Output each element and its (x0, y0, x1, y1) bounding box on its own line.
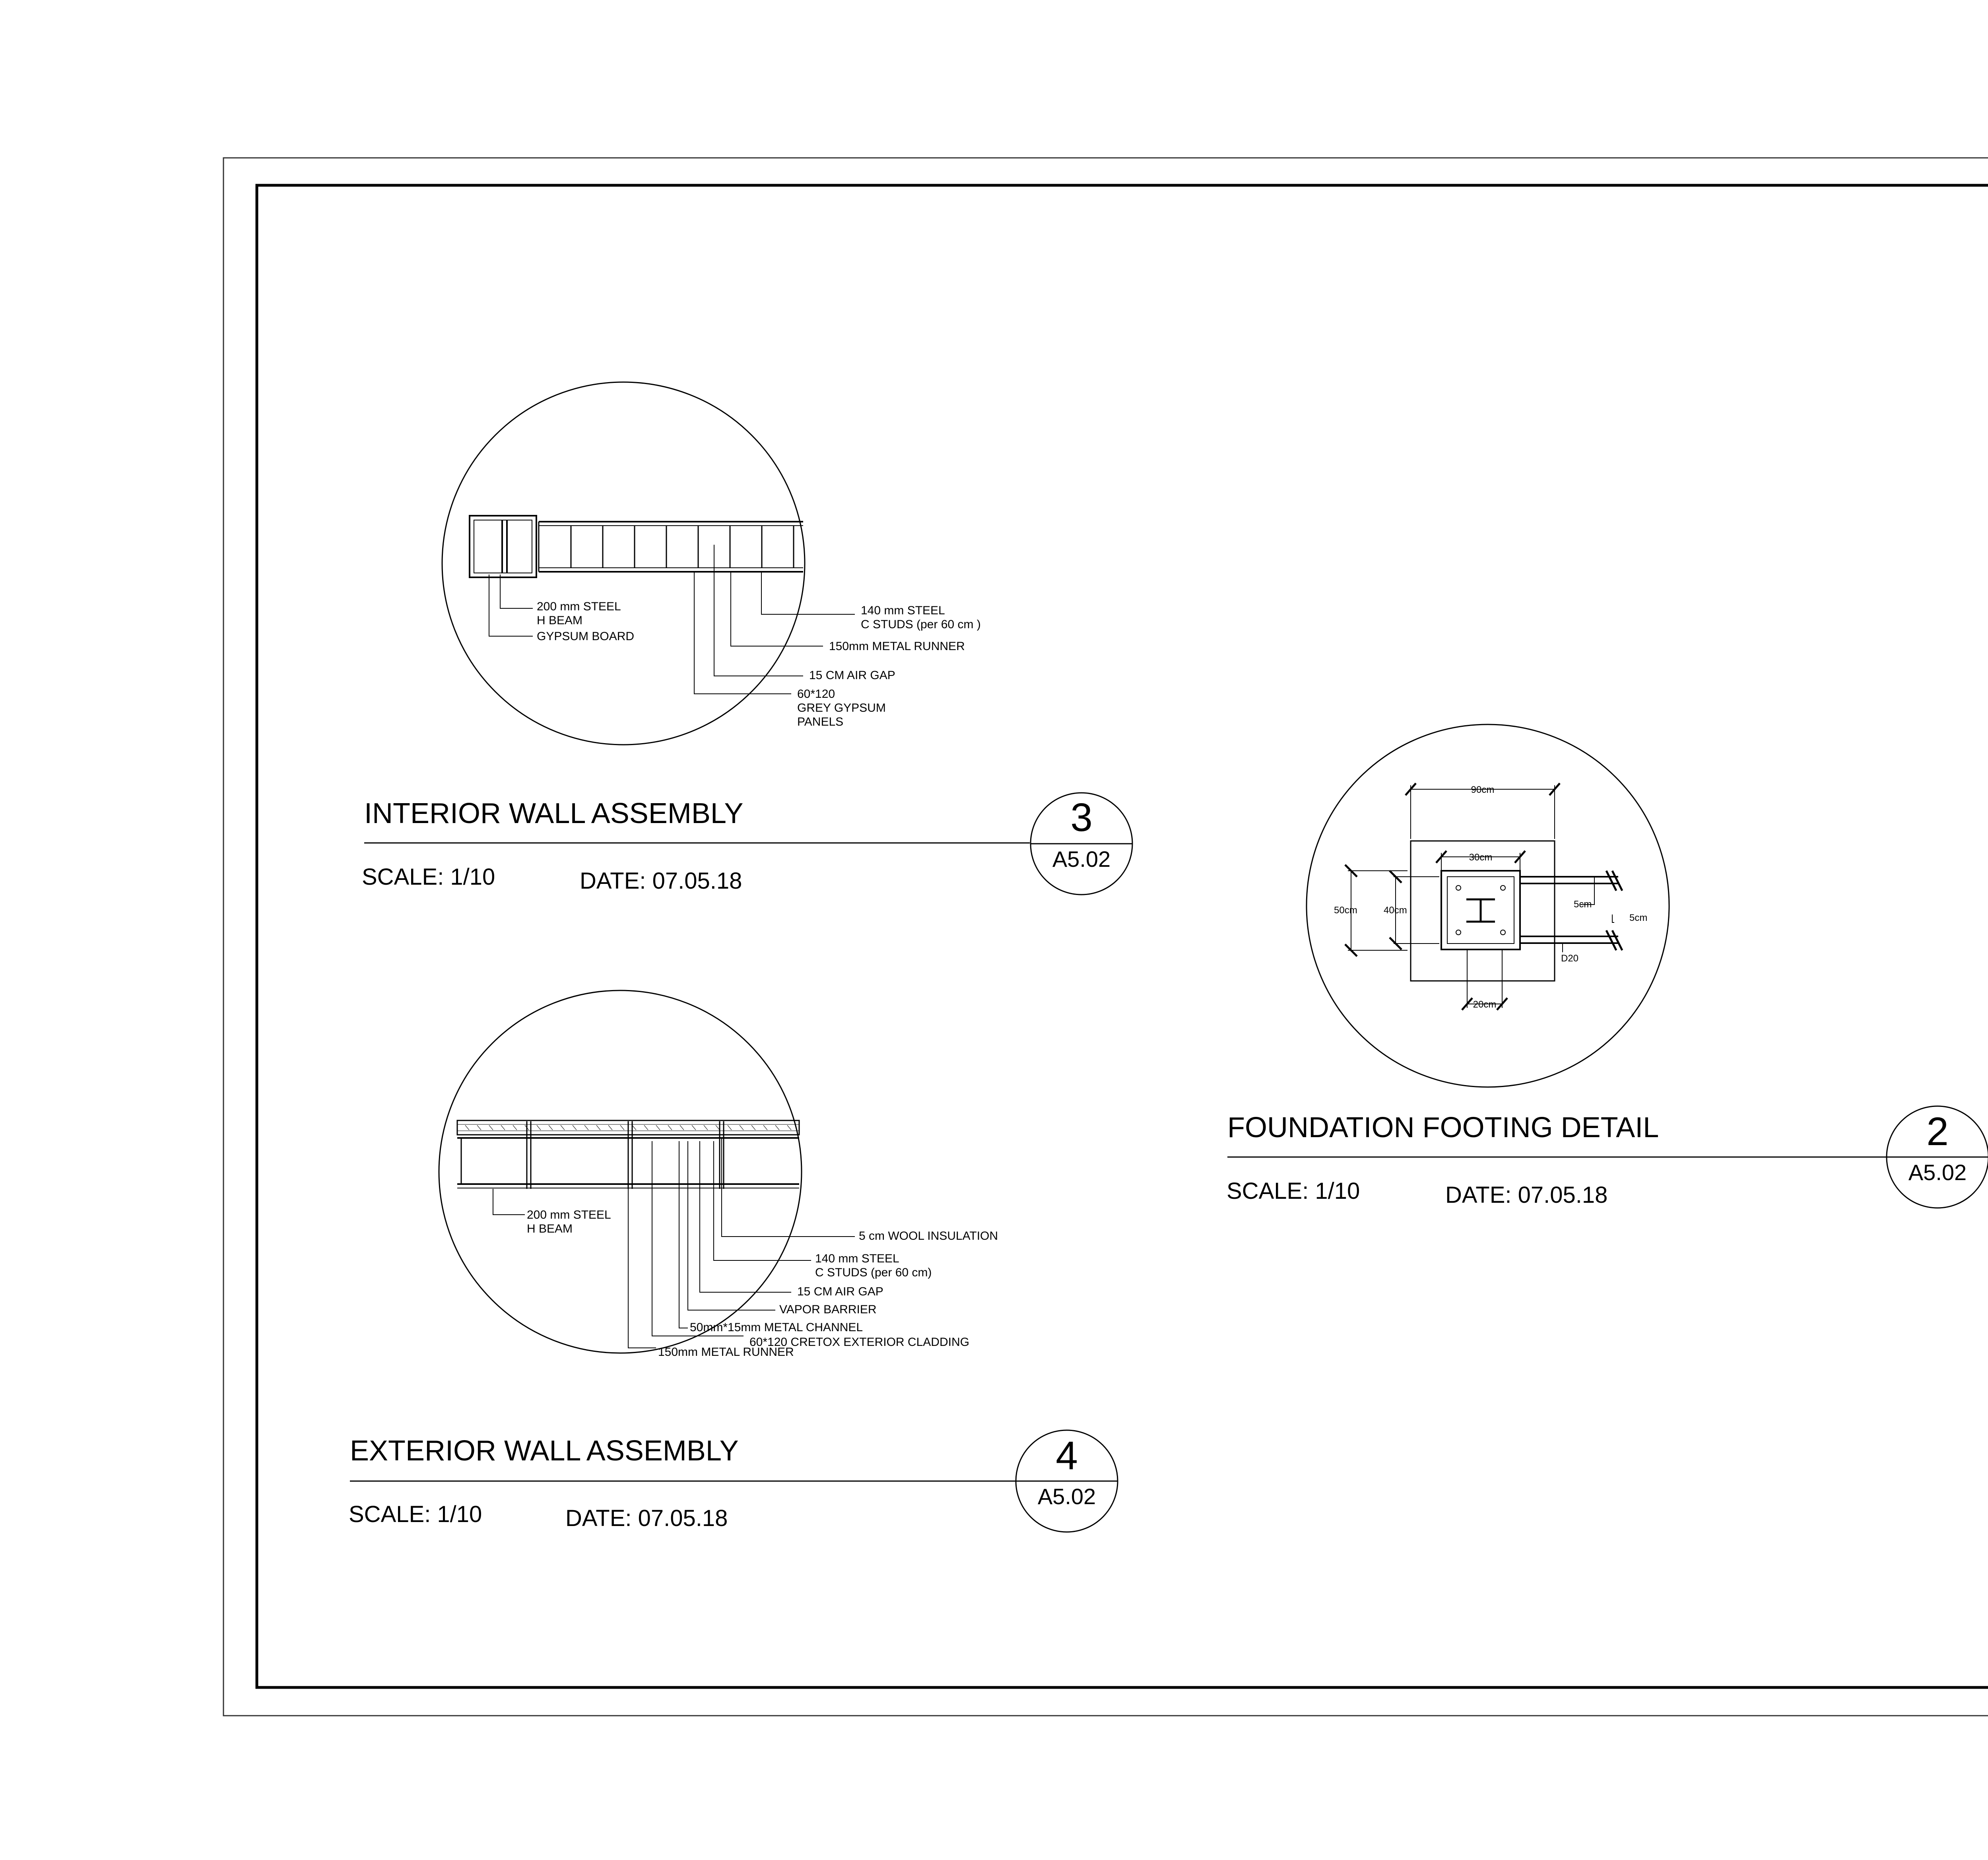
foundation-title: FOUNDATION FOOTING DETAIL (1227, 1112, 1659, 1144)
column-h-section (1466, 899, 1495, 922)
exterior-label-studs2: C STUDS (per 60 cm) (815, 1266, 932, 1279)
foundation-sheet-ref: A5.02 (1908, 1160, 1967, 1185)
foundation-detail (1227, 724, 1988, 1208)
exterior-scale: SCALE: 1/10 (349, 1501, 482, 1527)
dim-5cm-b: 5cm (1629, 913, 1648, 923)
exterior-label-channel: 50mm*15mm METAL CHANNEL (690, 1321, 863, 1334)
exterior-date: DATE: 07.05.18 (565, 1505, 728, 1531)
exterior-label-runner: 150mm METAL RUNNER (658, 1345, 794, 1359)
interior-label-beam2: H BEAM (537, 614, 583, 627)
exterior-label-vapor: VAPOR BARRIER (779, 1303, 877, 1316)
exterior-sheet-ref: A5.02 (1037, 1484, 1096, 1509)
interior-label-beam1: 200 mm STEEL (537, 600, 621, 613)
dim-5cm-a: 5cm (1574, 899, 1592, 910)
exterior-detail-number: 4 (1056, 1433, 1078, 1478)
outer-border (223, 158, 1988, 1716)
exterior-label-beam2: H BEAM (527, 1222, 573, 1235)
interior-label-studs1: 140 mm STEEL (861, 604, 945, 617)
exterior-detail-circle (439, 990, 802, 1353)
interior-date: DATE: 07.05.18 (580, 868, 742, 894)
exterior-label-cladding: 60*120 CRETOX EXTERIOR CLADDING (749, 1336, 969, 1349)
interior-title: INTERIOR WALL ASSEMBLY (364, 798, 744, 829)
interior-detail-number: 3 (1070, 795, 1093, 840)
dim-20cm: 20cm (1473, 999, 1497, 1010)
interior-label-panels1: 60*120 (797, 687, 835, 701)
interior-label-gypsum-board: GYPSUM BOARD (537, 630, 635, 643)
exterior-title: EXTERIOR WALL ASSEMBLY (350, 1435, 739, 1467)
interior-sheet-ref: A5.02 (1052, 847, 1111, 872)
dim-30cm: 30cm (1469, 852, 1493, 863)
exterior-label-wool: 5 cm WOOL INSULATION (859, 1229, 998, 1243)
interior-label-panels3: PANELS (797, 715, 844, 728)
dim-50cm: 50cm (1334, 905, 1357, 916)
interior-label-air-gap: 15 CM AIR GAP (809, 669, 895, 682)
foundation-scale: SCALE: 1/10 (1227, 1178, 1360, 1204)
dim-d20: D20 (1561, 953, 1579, 964)
foundation-detail-circle (1307, 724, 1669, 1087)
interior-label-panels2: GREY GYPSUM (797, 701, 886, 714)
exterior-wall-detail (349, 990, 1118, 1532)
exterior-h-beam (461, 1138, 527, 1184)
exterior-label-studs1: 140 mm STEEL (815, 1252, 899, 1265)
interior-wall-detail (362, 382, 1132, 895)
dim-40cm: 40cm (1384, 905, 1407, 916)
interior-detail-circle (442, 382, 805, 745)
interior-label-studs2: C STUDS (per 60 cm ) (861, 618, 981, 631)
foundation-date: DATE: 07.05.18 (1445, 1182, 1608, 1208)
dim-90cm: 90cm (1471, 784, 1495, 795)
exterior-label-air-gap: 15 CM AIR GAP (797, 1285, 883, 1298)
foundation-detail-number: 2 (1926, 1109, 1949, 1154)
interior-label-runner: 150mm METAL RUNNER (829, 640, 965, 653)
interior-scale: SCALE: 1/10 (362, 864, 495, 890)
exterior-label-beam1: 200 mm STEEL (527, 1208, 611, 1221)
